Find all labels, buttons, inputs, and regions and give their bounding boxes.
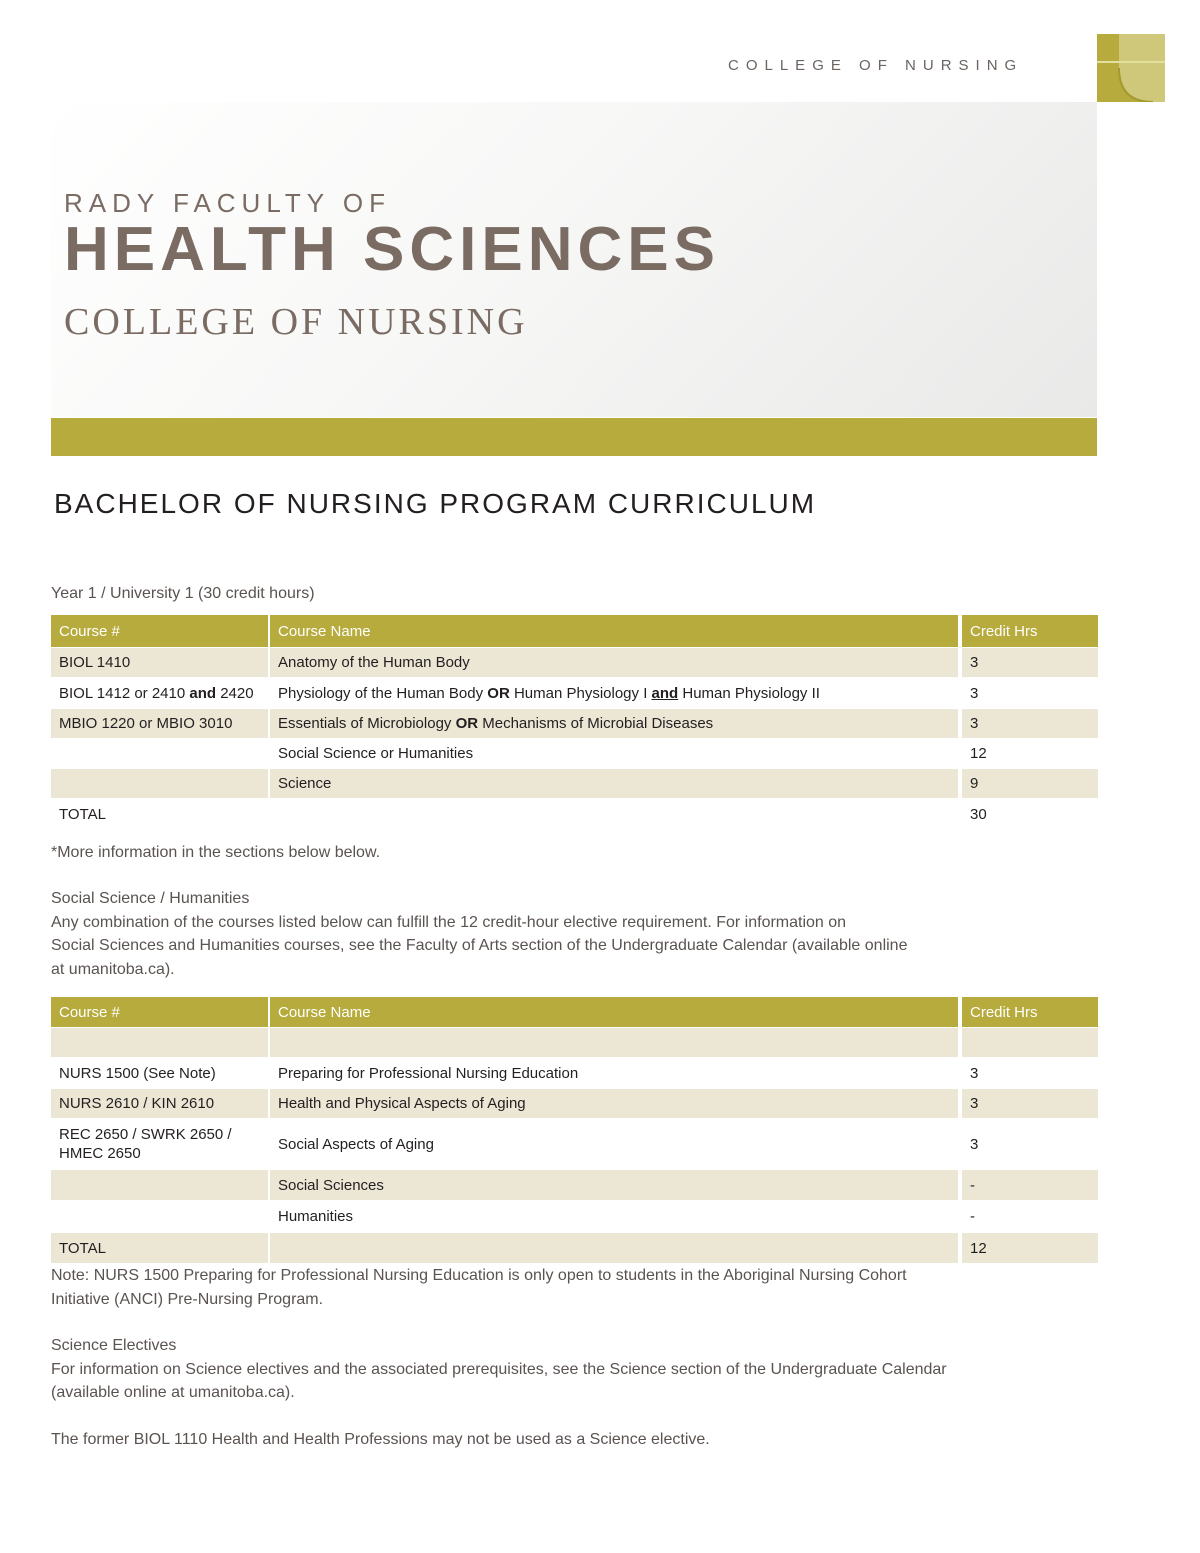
social-row-1-name bbox=[270, 1028, 958, 1057]
social-row-3-name: Health and Physical Aspects of Aging bbox=[270, 1089, 958, 1118]
social-desc-line: Any combination of the courses listed below can fulfill the 12 credit-hour elective requirement. For information on bbox=[51, 913, 847, 931]
name-text: Essentials of Microbiology bbox=[278, 715, 456, 732]
social-desc-line: Social Sciences and Humanities courses, see the Faculty of Arts section of the Undergraduate Calendar (available online bbox=[51, 937, 908, 954]
year1-row-2-credits: 3 bbox=[970, 684, 979, 702]
year1-row-4-credits: 12 bbox=[970, 745, 987, 762]
social-row-5-credits: - bbox=[962, 1170, 1098, 1200]
name-emphasis: OR bbox=[455, 715, 479, 732]
social-total-label: TOTAL bbox=[51, 1233, 268, 1263]
year1-row-3-name bbox=[270, 709, 958, 738]
social-row-1-credits bbox=[962, 1028, 1098, 1057]
science-section bbox=[51, 1334, 947, 1405]
year1-row-1-name: Anatomy of the Human Body bbox=[270, 648, 958, 677]
col-header-course: Course # bbox=[51, 615, 268, 647]
name-text: Physiology of the Human Body bbox=[278, 684, 488, 702]
course-text: 2420 bbox=[216, 684, 254, 702]
page-title: BACHELOR OF NURSING PROGRAM CURRICULUM bbox=[54, 488, 817, 519]
header-top-label: COLLEGE OF NURSING bbox=[728, 57, 1024, 74]
year1-row-3-credits: 3 bbox=[962, 709, 1098, 738]
social-desc-line: at umanitoba.ca). bbox=[51, 960, 175, 978]
col-header-name: Course Name bbox=[270, 997, 958, 1027]
social-total-name bbox=[270, 1233, 958, 1263]
college-name: COLLEGE OF NURSING bbox=[64, 301, 528, 343]
col-header-credits: Credit Hrs bbox=[962, 997, 1098, 1027]
year1-note: *More information in the sections below below. bbox=[51, 844, 381, 861]
year1-row-4-course bbox=[51, 739, 268, 768]
social-note-line: Initiative (ANCI) Pre-Nursing Program. bbox=[51, 1290, 324, 1308]
name-text: Human Physiology I bbox=[509, 684, 652, 702]
science-desc-line: (available online at umanitoba.ca). bbox=[51, 1384, 295, 1401]
social-row-4-name: Social Aspects of Aging bbox=[278, 1135, 434, 1153]
social-section bbox=[51, 887, 907, 981]
social-row-4-course bbox=[51, 1120, 268, 1168]
faculty-line-1: RADY FACULTY OF bbox=[64, 188, 391, 218]
year1-heading: Year 1 / University 1 (30 credit hours) bbox=[51, 585, 315, 602]
social-row-4-credits: 3 bbox=[970, 1135, 979, 1153]
year1-row-5-name: Science bbox=[270, 769, 958, 798]
name-text: Mechanisms of Microbial Diseases bbox=[478, 715, 714, 732]
year1-row-2-name bbox=[270, 678, 958, 708]
social-note-line: Note: NURS 1500 Preparing for Professional Nursing Education is only open to students in the Aboriginal Nursing Cohort bbox=[51, 1267, 907, 1284]
course-line: REC 2650 / SWRK 2650 / bbox=[59, 1126, 232, 1143]
social-heading: Social Science / Humanities bbox=[51, 890, 250, 907]
social-row-6-name: Humanities bbox=[278, 1208, 354, 1225]
col-header-course: Course # bbox=[51, 997, 268, 1027]
year1-row-2-course bbox=[51, 678, 268, 708]
name-emphasis: and bbox=[651, 684, 679, 702]
year1-row-5-course bbox=[51, 769, 268, 798]
social-row-2-credits: 3 bbox=[970, 1065, 979, 1082]
year1-row-4-name: Social Science or Humanities bbox=[278, 745, 474, 762]
faculty-line-2: HEALTH SCIENCES bbox=[64, 215, 721, 284]
social-row-3-credits: 3 bbox=[962, 1089, 1098, 1118]
name-emphasis: OR bbox=[487, 684, 510, 702]
social-row-5-course bbox=[51, 1170, 268, 1200]
course-line: HMEC 2650 bbox=[59, 1145, 141, 1162]
social-row-1-course bbox=[51, 1028, 268, 1057]
science-desc-line: For information on Science electives and the associated prerequisites, see the Science section of the Undergraduate Calendar bbox=[51, 1360, 947, 1378]
col-header-credits: Credit Hrs bbox=[962, 615, 1098, 647]
year1-row-5-credits: 9 bbox=[962, 769, 1098, 798]
science-footnote: The former BIOL 1110 Health and Health Professions may not be used as a Science elective. bbox=[51, 1431, 710, 1448]
social-total-credits: 12 bbox=[962, 1233, 1098, 1263]
year1-total-name bbox=[270, 800, 958, 829]
social-row-3-course: NURS 2610 / KIN 2610 bbox=[51, 1089, 268, 1118]
accent-bar bbox=[51, 418, 1097, 456]
social-row-2-course: NURS 1500 (See Note) bbox=[59, 1065, 216, 1082]
col-header-name: Course Name bbox=[270, 615, 958, 647]
science-heading: Science Electives bbox=[51, 1337, 177, 1354]
year1-row-1-credits: 3 bbox=[962, 648, 1098, 677]
course-emphasis: and bbox=[189, 684, 217, 702]
social-row-5-name: Social Sciences bbox=[270, 1170, 958, 1200]
year1-total-credits: 30 bbox=[970, 806, 987, 823]
social-row-6-course bbox=[51, 1202, 268, 1231]
college-logo-icon bbox=[1097, 34, 1165, 102]
course-text: BIOL 1412 or 2410 bbox=[59, 684, 190, 702]
year1-row-1-course: BIOL 1410 bbox=[51, 648, 268, 677]
name-text: Human Physiology II bbox=[678, 684, 820, 702]
year1-row-3-course: MBIO 1220 or MBIO 3010 bbox=[51, 709, 268, 738]
social-row-6-credits: - bbox=[970, 1208, 975, 1225]
social-note bbox=[51, 1264, 907, 1311]
social-row-2-name: Preparing for Professional Nursing Education bbox=[278, 1065, 579, 1082]
year1-total-label: TOTAL bbox=[59, 806, 106, 823]
